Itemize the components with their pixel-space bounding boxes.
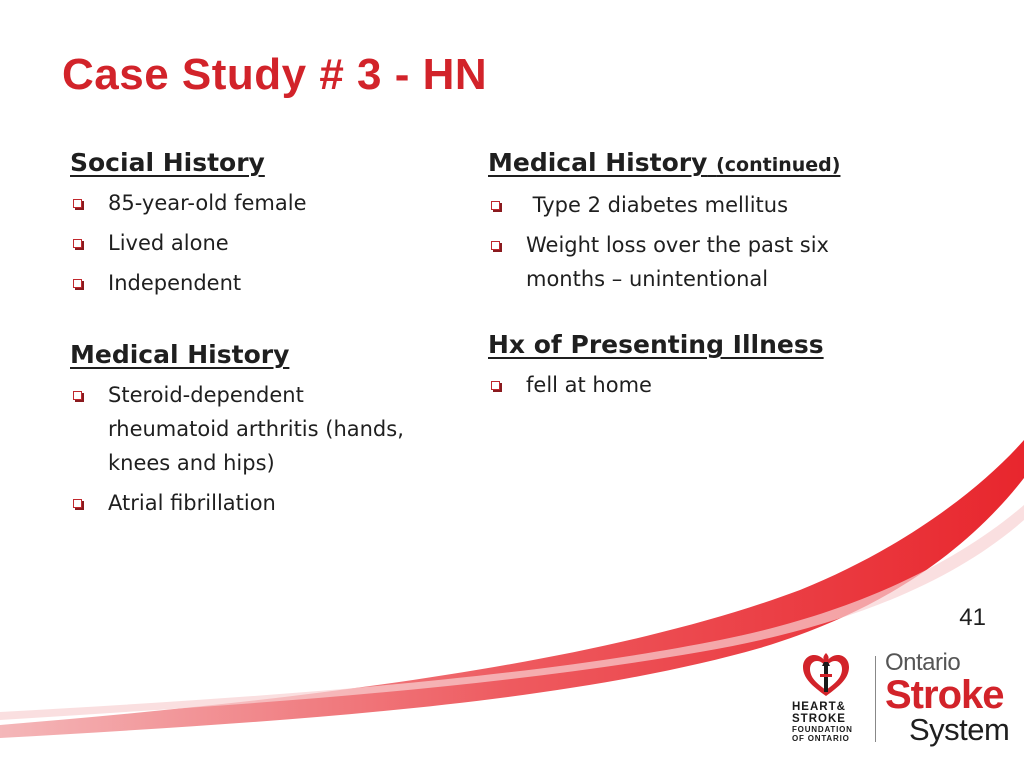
square-bullet-icon	[73, 279, 82, 288]
heart-and-stroke-foundation-logo: HEART& STROKE FOUNDATION OF ONTARIO	[792, 652, 864, 743]
list-item: Lived alone	[70, 226, 450, 260]
oss-stroke-text: Stroke	[885, 673, 1004, 717]
square-bullet-icon	[491, 241, 500, 250]
list-item: 85-year-old female	[70, 186, 450, 220]
list-item: Independent	[70, 266, 450, 300]
medical-history-continued-heading: Medical History (continued)	[488, 148, 841, 177]
oss-system-text: System	[909, 712, 1010, 747]
logo-divider	[875, 656, 876, 742]
continued-label: (continued)	[716, 154, 841, 176]
medical-history-continued-list	[488, 188, 928, 296]
social-history-heading: Social History	[70, 148, 265, 177]
social-history-list	[70, 186, 450, 300]
square-bullet-icon	[73, 499, 82, 508]
list-item: fell at home	[488, 368, 928, 402]
square-bullet-icon	[491, 381, 500, 390]
square-bullet-icon	[73, 199, 82, 208]
square-bullet-icon	[73, 239, 82, 248]
list-item: Weight loss over the past six months – unintentional	[488, 228, 928, 296]
square-bullet-icon	[491, 201, 500, 210]
list-item: Steroid-dependent rheumatoid arthritis (hands, knees and hips)	[70, 378, 450, 480]
right-column	[488, 146, 928, 408]
slide-title: Case Study # 3 - HN	[62, 50, 488, 99]
medical-history-heading: Medical History	[70, 340, 290, 369]
oss-ontario-text: Ontario	[885, 649, 961, 676]
square-bullet-icon	[73, 391, 82, 400]
presenting-illness-heading: Hx of Presenting Illness	[488, 330, 824, 359]
list-item: Atrial fibrillation	[70, 486, 450, 520]
heart-and-torch-icon	[800, 652, 852, 698]
left-column	[70, 146, 450, 526]
presenting-illness-list	[488, 368, 928, 402]
list-item: Type 2 diabetes mellitus	[488, 188, 928, 222]
page-number: 41	[959, 604, 986, 631]
ontario-stroke-system-logo	[885, 650, 1009, 746]
medical-history-list	[70, 378, 450, 520]
